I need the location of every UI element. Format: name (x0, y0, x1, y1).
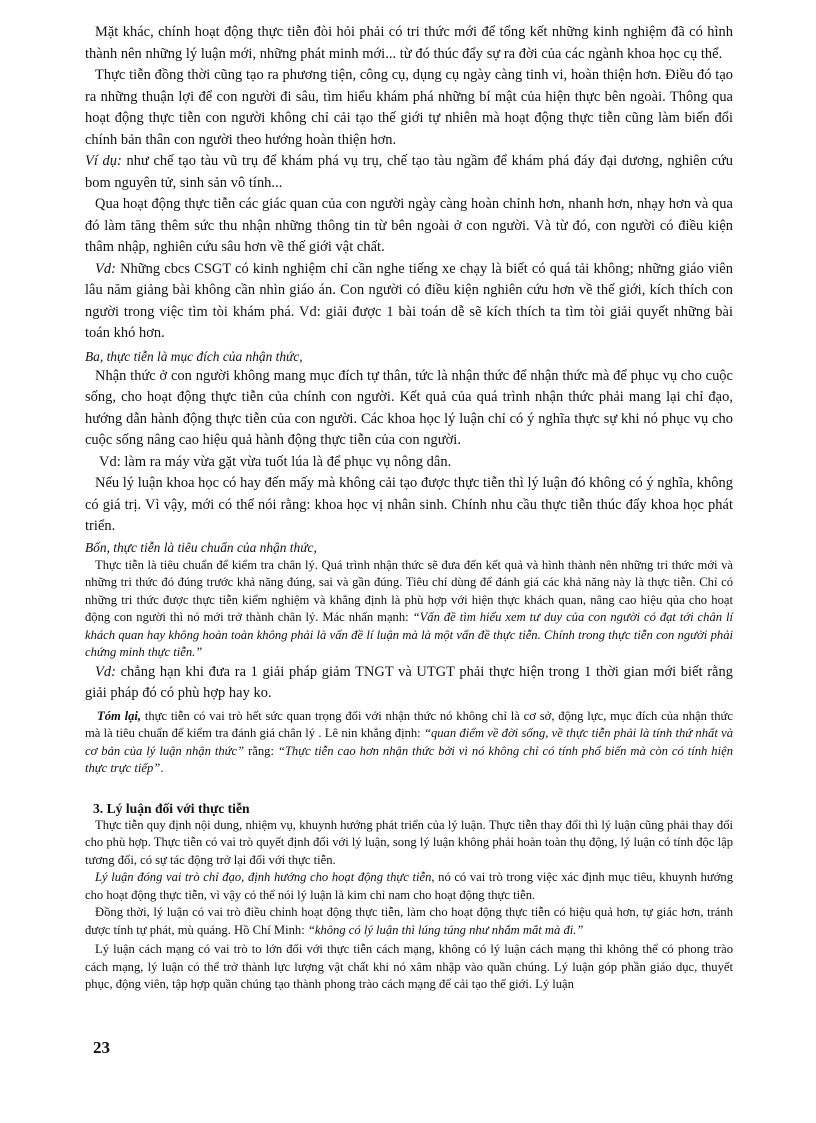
example-label: Ví dụ: (85, 153, 122, 169)
criteria-text: Thực tiễn là tiêu chuẩn để kiểm tra chân lý. Quá trình nhận thức sẽ đưa đến kết quả và hình thành nên những tri thức mới và những tri thức đó đúng trước khả năng đúng, sai và gần đúng. Tiêu chí dùng để đánh giá các khả năng này là thực tiễn. Chỉ có những tri thức được thực tiễn kiểm nghiệm và khẳng định là phù hợp với hiện thực khách quan, nâng cao hiệu qủa cho hoạt động con người thì nó mới trở thành chân lý. Mác nhấn mạnh: (85, 557, 733, 624)
page-number: 23 (93, 1038, 110, 1057)
summary-text-1: thực tiễn có vai trò hết sức quan trọng đối với nhận thức nó không chỉ là cơ sở, động lực, mục đích của nhận thức mà là tiêu chuẩn để kiểm tra đánh giá chân lý . Lê nin khẳng định: (85, 708, 733, 740)
lenin-quote-2: “Thực tiễn cao hơn nhận thức bởi vì nó không chỉ có tính phổ biến mà còn có tính hiện thực trực tiếp” (85, 743, 733, 775)
paragraph-16 (85, 904, 733, 939)
vd-label: Vd: (95, 260, 116, 277)
guiding-role-text: nó có vai trò trong việc xác định mục tiêu, khuynh hướng cho hoạt động thực tiễn, vì vậy có thể nói lý luận là kim chỉ nam cho hoạt động thực tiễn. (85, 870, 734, 902)
guiding-role-italic: Lý luận đóng vai trò chỉ đạo, định hướng cho hoạt động thực tiễn, (95, 870, 435, 884)
paragraph-2: Thực tiễn đồng thời cũng tạo ra phương tiện, công cụ, dụng cụ ngày càng tinh vi, hoàn thiện hơn. Điều đó tạo ra những thuận lợi để con người đi sâu, tìm hiểu khám phá những bí mật của hiện thực bên ngoài. Thông qua hoạt động thực tiễn con người không chỉ cải tạo thế giới tự nhiên mà hoạt động thực tiễn cũng làm biến đổi chính bản thân con người theo hướng hoàn thiện hơn. (85, 67, 733, 148)
paragraph-15 (85, 869, 733, 904)
lenin-quote-1: “quan điểm về đời sống, về thực tiễn phải là tính thứ nhất và cơ bản của lý luận nhận thức” (85, 726, 733, 758)
paragraph-14: Thực tiễn quy định nội dung, nhiệm vụ, khuynh hướng phát triển của lý luận. Thực tiễn thay đổi thì lý luận cũng phải thay đổi cho phù hợp. Thực tiễn có vai trò quyết định đối với lý luận, song lý luận không phải hoàn toàn thụ động, lý luận có tính độc lập tương đối, có sự tác động trở lại đối với thực tiễn. (85, 817, 733, 867)
paragraph-9: Nếu lý luận khoa học có hay đến mấy mà không cải tạo được thực tiễn thì lý luận đó không có ý nghĩa, không có giá trị. Vì vậy, mới có thể nói rằng: khoa học vị nhân sinh. Chính nhu cầu thực tiễn thúc đẩy khoa học phát triển. (85, 475, 733, 534)
subheading-bon: Bốn, thực tiễn là tiêu chuẩn của nhận thức, (85, 539, 317, 555)
paragraph-4: Qua hoạt động thực tiễn các giác quan của con người ngày càng hoàn chỉnh hơn, nhanh hơn, nhạy hơn và qua đó làm tăng thêm sức thu nhận những thông tin từ bên ngoài ở con người. Và từ đó, con người có điều kiện thâm nhập, nghiên cứu sâu hơn về thế giới vật chất. (85, 196, 733, 255)
paragraph-8: Vd: làm ra máy vừa gặt vừa tuốt lúa là để phục vụ nông dân. (99, 453, 452, 470)
paragraph-11 (85, 557, 733, 662)
subheading-ba: Ba, thực tiễn là mục đích của nhận thức, (85, 348, 303, 364)
paragraph-1: Mặt khác, chính hoạt động thực tiễn đòi hỏi phải có tri thức mới để tổng kết những kinh nghiệm đã có hình thành nên những lý luận mới, những phát minh mới... từ đó thúc đẩy sự ra đời của các ngành khoa học cụ thể. (85, 24, 733, 62)
marx-quote: “Vấn đề tìm hiểu xem tư duy của con người có đạt tới chân lí khách quan hay không hoàn toàn không phải là vấn đề lí luận mà là một vấn đề thực tiễn. Chính trong thực tiễn con người phải chứng minh thực tiễn.” (85, 610, 733, 659)
adjust-role-text: Đồng thời, lý luận có vai trò điều chỉnh hoạt động thực tiễn, làm cho hoạt động thực tiễn có hiệu quả hơn, tự giác hơn, tránh được tính tự phát, mù quáng. Hồ Chí Minh: (85, 905, 733, 937)
summary-text-2: rằng: (244, 743, 278, 758)
vd-text-2: chẳng hạn khi đưa ra 1 giải pháp giảm TNGT và UTGT phải thực hiện trong 1 thời gian mới biết rằng giải pháp đó có phù hợp hay ko. (85, 663, 733, 701)
section-heading: 3. Lý luận đối với thực tiễn (93, 800, 250, 816)
summary-label: Tóm lại, (97, 708, 142, 723)
summary-end: . (160, 761, 164, 775)
paragraph-17: Lý luận cách mạng có vai trò to lớn đối với thực tiễn cách mạng, không có lý luận cách mạng thì không thể có phong trào cách mạng, lý luận có thể trở thành lực lượng vật chất khi nó xâm nhập vào quần chúng. Lý luận góp phần giáo dục, thuyết phục, động viên, tập hợp quần chúng tạo thành phong trào cách mạng để cải tạo thế giới. Lý luận (85, 942, 733, 991)
example-text: như chế tạo tàu vũ trụ để khám phá vụ trụ, chế tạo tàu ngầm để khám phá đáy đại dương, nghiên cứu bom nguyên tử, sinh sản vô tính... (85, 153, 733, 191)
paragraph-7: Nhận thức ở con người không mang mục đích tự thân, tức là nhận thức để nhận thức mà để phục vụ cho cuộc sống, cho hoạt động thực tiễn của chính con người. Kết quả của quá trình nhận thức phải mang lại chỉ đạo, hướng dẫn hành động thực tiễn của con người. Các khoa học lý luận chỉ có ý nghĩa thực sự khi nó phục vụ cho cuộc sống nâng cao hiệu quả hành động thực tiễn của con người. (85, 367, 733, 448)
ho-chi-minh-quote: “không có lý luận thì lúng túng như nhắm mắt mà đi.” (307, 922, 584, 937)
vd-label-2: Vd: (95, 663, 116, 680)
vd-text: Những cbcs CSGT có kinh nghiệm chỉ cần nghe tiếng xe chạy là biết có quá tải không; những giáo viên lâu năm giảng bài không cần nhìn giáo án. Con người có điều kiện nghiên cứu hơn về thế giới, kích thích con người trong việc tìm tòi khám phá. Vd: giải được 1 bài toán dễ sẽ kích thích ta tìm tòi giải quyết những bài toán khó hơn. (85, 260, 733, 341)
paragraph-13 (85, 708, 733, 778)
paragraph-3 (85, 151, 733, 194)
document-page (85, 22, 733, 994)
paragraph-5 (85, 259, 733, 345)
paragraph-12 (85, 662, 733, 705)
